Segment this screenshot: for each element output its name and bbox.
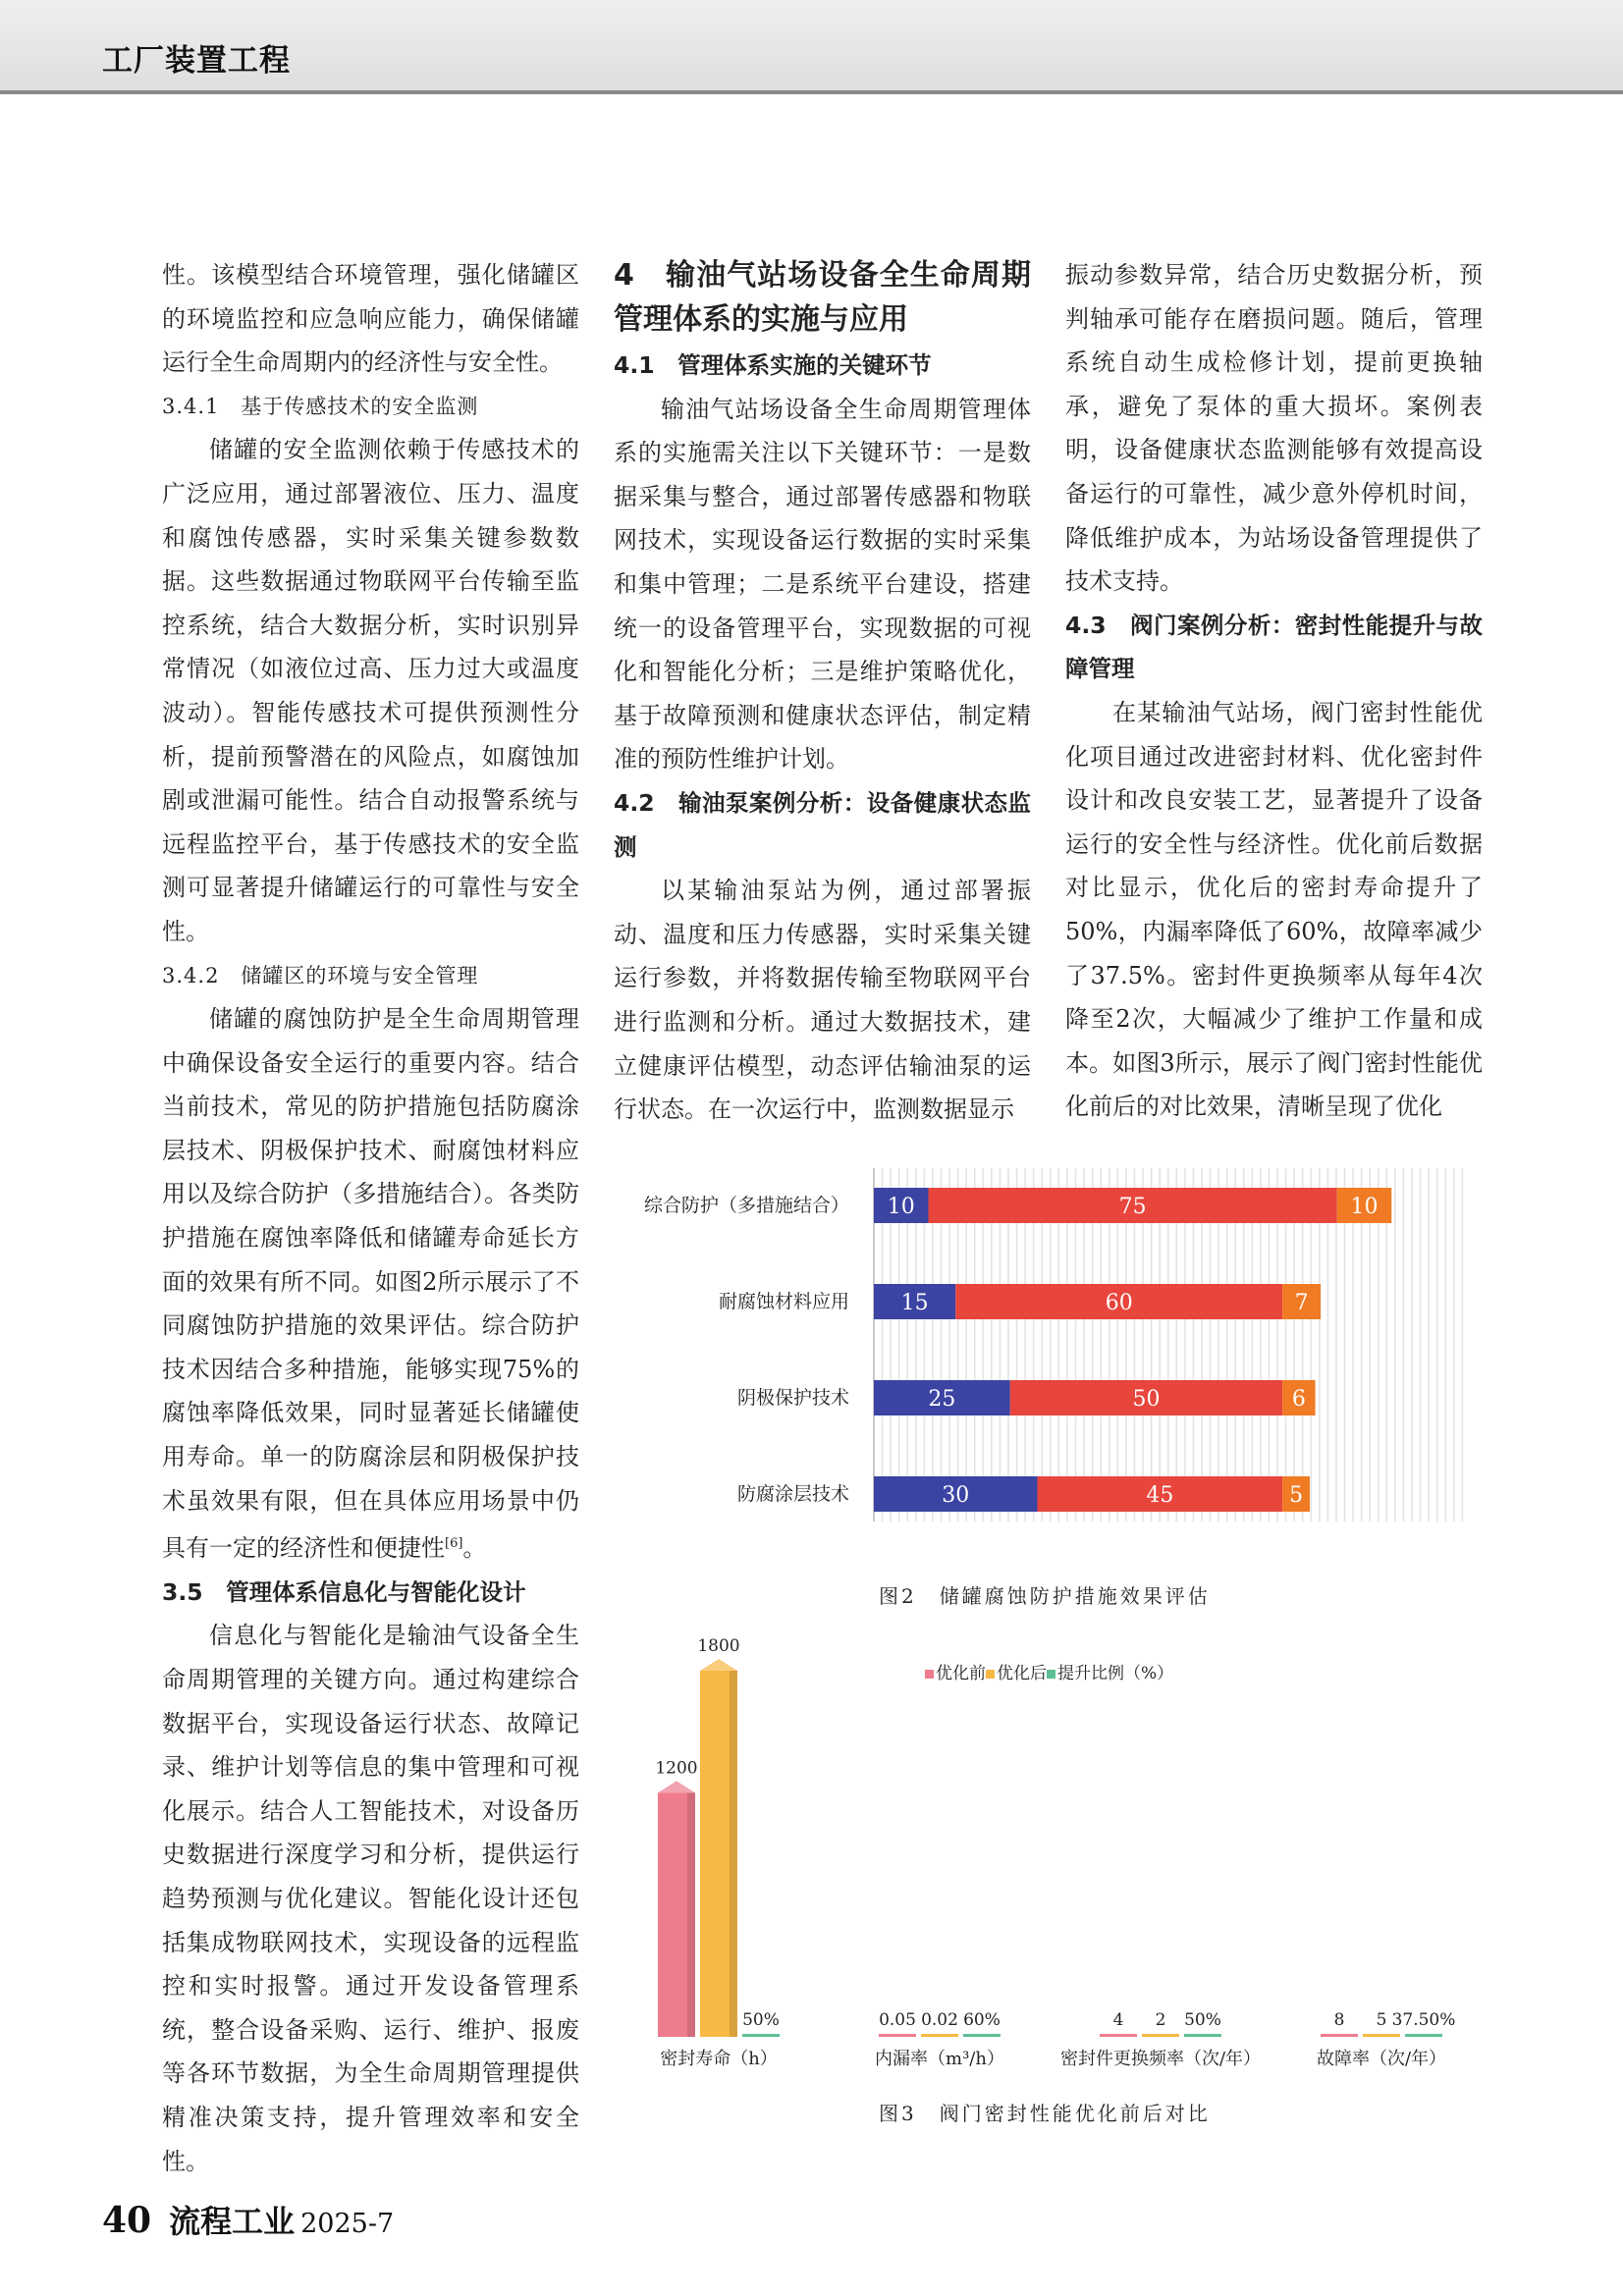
bar xyxy=(1405,2034,1442,2037)
data-label: 8 xyxy=(1333,2010,1345,2030)
bar xyxy=(1363,2034,1400,2037)
category-label: 阴极保护技术 xyxy=(736,1387,849,1409)
journal-name: 流程工业 xyxy=(169,2203,296,2240)
legend-swatch xyxy=(986,1670,995,1679)
paragraph: 储罐的安全监测依赖于传感技术的广泛应用，通过部署液位、压力、温度和腐蚀传感器，实时采集关键参数数据。这些数据通过物联网平台传输至监控系统，结合大数据分析，实时识别异常情况（如液位过高、压力过大或温度波动）。智能传感技术可提供预测性分析，提前预警潜在的风险点，如腐蚀加剧或泄漏可能性。结合自动报警系统与远程监控平台，基于传感技术的安全监测可显著提升储罐运行的可靠性与安全性。 xyxy=(162,436,579,945)
paragraph: 信息化与智能化是输油气设备全生命周期管理的关键方向。通过构建综合数据平台，实现设备运行状态、故障记录、维护计划等信息的集中管理和可视化展示。结合人工智能技术，对设备历史数据进行深度学习和分析，提供运行趋势预测与优化建议。智能化设计还包括集成物联网技术，实现设备的远程监控和实时报警。通过开发设备管理系统，整合设备采购、运行、维护、报废等各环节数据，为全生命周期管理提供精准决策支持，提升管理效率和安全性。 xyxy=(162,1622,579,2175)
data-label: 2 xyxy=(1155,2010,1166,2030)
bar xyxy=(879,2034,916,2037)
bar xyxy=(1321,2034,1358,2037)
data-label: 15 xyxy=(900,1291,929,1315)
subsection-heading-4-2: 4.2 输油泵案例分析：设备健康状态监测 xyxy=(614,788,1031,861)
data-label: 10 xyxy=(1350,1195,1379,1219)
header-bar xyxy=(0,0,1623,94)
data-label: 7 xyxy=(1294,1291,1309,1315)
paragraph: 输油气站场设备全生命周期管理体系的实施需关注以下关键环节：一是数据采集与整合，通过部署传感器和物联网技术，实现设备运行数据的实时采集和集中管理；二是系统平台建设，搭建统一的设备管理平台，实现数据的可视化和智能化分析；三是维护策略优化，基于故障预测和健康状态评估，制定精准的预防性维护计划。 xyxy=(614,395,1031,774)
subsection-heading-4-3: 4.3 阀门案例分析：密封性能提升与故障管理 xyxy=(1065,611,1483,683)
column-1 xyxy=(162,253,579,2183)
bar xyxy=(742,2034,780,2037)
category-label: 防腐涂层技术 xyxy=(736,1483,849,1505)
paragraph: 在某输油气站场，阀门密封性能优化项目通过改进密封材料、优化密封件设计和改良安装工艺，显著提升了设备运行的安全性与经济性。优化前后数据对比显示，优化后的密封寿命提升了50%，内漏率降低了60%，故障率减少了37.5%。密封件更换频率从每年4次降至2次，大幅减少了维护工作量和成本。如图3所示，展示了阀门密封性能优化前后的对比效果，清晰呈现了优化 xyxy=(1065,698,1483,1121)
data-label: 0.02 xyxy=(921,2010,958,2030)
data-label: 60 xyxy=(1105,1291,1133,1315)
legend-swatch xyxy=(925,1670,934,1679)
data-label: 75 xyxy=(1118,1195,1147,1219)
issue-number: 2025-7 xyxy=(300,2209,395,2239)
subsection-heading-3-4-2: 3.4.2 储罐区的环境与安全管理 xyxy=(162,963,479,988)
data-label: 50% xyxy=(742,2010,780,2030)
column-3 xyxy=(1065,253,1483,1129)
section-title: 工厂装置工程 xyxy=(102,43,291,79)
data-label: 50% xyxy=(1184,2010,1221,2030)
category-label: 耐腐蚀材料应用 xyxy=(718,1291,849,1312)
paragraph: 储罐的腐蚀防护是全生命周期管理中确保设备安全运行的重要内容。结合当前技术，常见的防护措施包括防腐涂层技术、阴极保护技术、耐腐蚀材料应用以及综合防护（多措施结合）。各类防护措施在腐蚀率降低和储罐寿命延长方面的效果有所不同。如图2所示展示了不同腐蚀防护措施的效果评估。综合防护技术因结合多种措施，能够实现75%的腐蚀率降低效果，同时显著延长储罐使用寿命。单一的防腐涂层和阴极保护技术虽效果有限，但在具体应用场景中仍具有一定的经济性和便捷性[6]。 xyxy=(162,1005,579,1563)
bar xyxy=(1142,2034,1179,2037)
category-label: 密封件更换频率（次/年） xyxy=(1059,2049,1262,2069)
section-heading-4: 4 输油气站场设备全生命周期管理体系的实施与应用 xyxy=(614,258,1031,337)
legend xyxy=(925,1664,1173,1683)
data-label: 25 xyxy=(928,1387,956,1412)
citation-ref[interactable]: [6] xyxy=(445,1536,463,1552)
legend-label: 提升比例（%） xyxy=(1057,1664,1174,1683)
legend-label: 优化前 xyxy=(936,1664,986,1683)
paragraph: 性。该模型结合环境管理，强化储罐区的环境监控和应急响应能力，确保储罐运行全生命周期内的经济性与安全性。 xyxy=(162,261,579,377)
data-label: 30 xyxy=(942,1483,970,1508)
data-label: 5 xyxy=(1376,2010,1387,2030)
subsection-heading-3-4-1: 3.4.1 基于传感技术的安全监测 xyxy=(162,394,479,418)
category-label: 内漏率（m³/h） xyxy=(875,2049,1004,2069)
data-label: 10 xyxy=(887,1195,915,1219)
legend-swatch xyxy=(1047,1670,1055,1679)
data-label: 5 xyxy=(1289,1483,1304,1508)
data-label: 1800 xyxy=(697,1636,740,1656)
figure-3-chart xyxy=(609,1629,1492,2081)
data-label: 45 xyxy=(1146,1483,1174,1508)
paragraph: 以某输油泵站为例，通过部署振动、温度和压力传感器，实时采集关键运行参数，并将数据传输至物联网平台进行监测和分析。通过大数据技术，建立健康评估模型，动态评估输油泵的运行状态。在一次运行中，监测数据显示 xyxy=(614,877,1031,1124)
figure-2-caption: 图2 储罐腐蚀防护措施效果评估 xyxy=(879,1584,1211,1608)
category-label: 故障率（次/年） xyxy=(1316,2049,1447,2069)
data-label: 0.05 xyxy=(879,2010,916,2030)
figure-3-caption: 图3 阀门密封性能优化前后对比 xyxy=(879,2102,1211,2125)
paragraph: 振动参数异常，结合历史数据分析，预判轴承可能存在磨损问题。随后，管理系统自动生成检修计划，提前更换轴承，避免了泵体的重大损坏。案例表明，设备健康状态监测能够有效提高设备运行的可靠性，减少意外停机时间，降低维护成本，为站场设备管理提供了技术支持。 xyxy=(1065,261,1483,596)
bar-top xyxy=(700,1659,737,1671)
legend-label: 优化后 xyxy=(997,1664,1047,1683)
bar-top xyxy=(658,1781,695,1792)
figure-2-chart xyxy=(609,1168,1492,1580)
data-label: 37.50% xyxy=(1391,2010,1456,2030)
subsection-heading-4-1: 4.1 管理体系实施的关键环节 xyxy=(614,351,932,379)
data-label: 50 xyxy=(1132,1387,1161,1412)
data-label: 4 xyxy=(1112,2010,1124,2030)
section-heading-3-5: 3.5 管理体系信息化与智能化设计 xyxy=(162,1577,526,1606)
data-label: 1200 xyxy=(655,1758,698,1779)
bar-shade xyxy=(730,1671,737,2037)
column-2 xyxy=(614,253,1031,1132)
bar xyxy=(963,2034,1001,2037)
bar xyxy=(1184,2034,1221,2037)
page-number: 40 xyxy=(102,2200,152,2241)
category-label: 综合防护（多措施结合） xyxy=(643,1195,849,1216)
data-label: 60% xyxy=(963,2010,1001,2030)
category-label: 密封寿命（h） xyxy=(660,2049,778,2069)
page-footer xyxy=(102,2197,394,2242)
bar xyxy=(921,2034,958,2037)
bar-shade xyxy=(687,1792,695,2037)
data-label: 6 xyxy=(1291,1387,1306,1412)
bar xyxy=(1100,2034,1137,2037)
